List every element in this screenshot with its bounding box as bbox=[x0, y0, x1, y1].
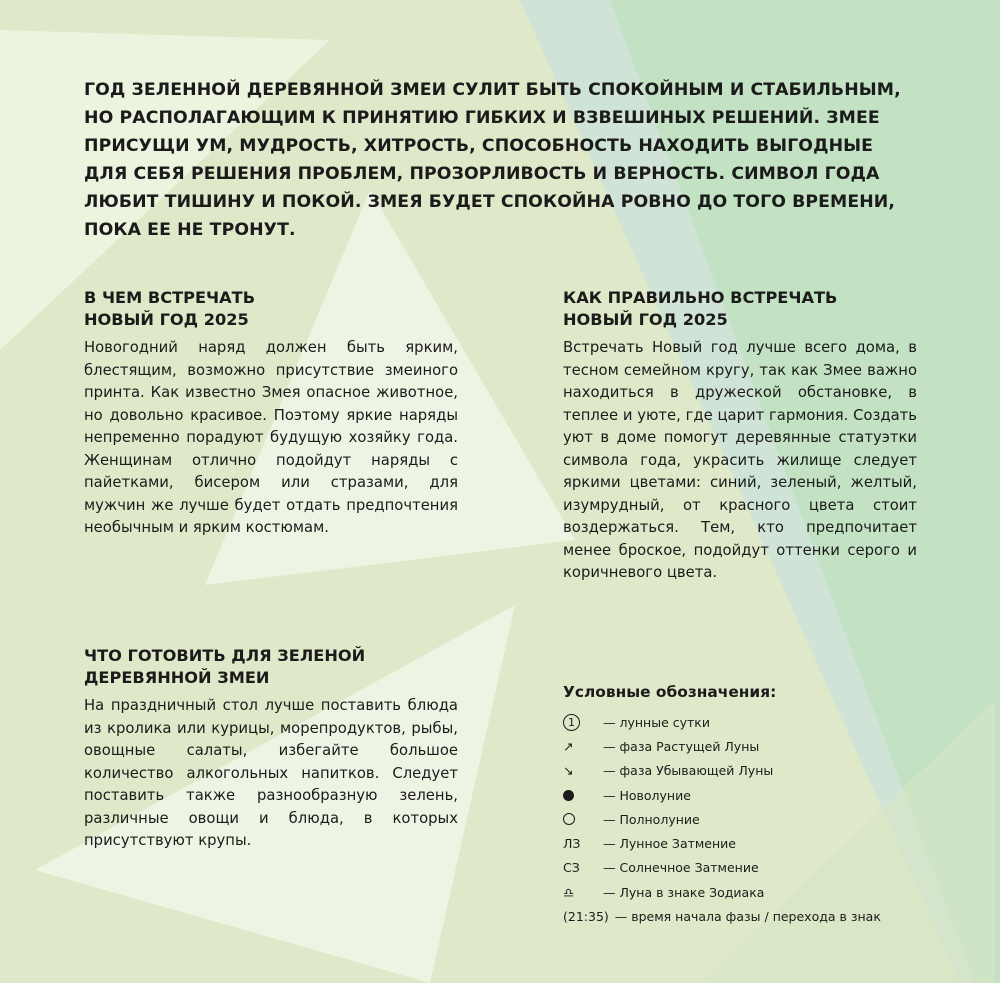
section-body: Новогодний наряд должен быть ярким, блестящим, возможно присутствие змеиного принта. Как известно Змея опасное животное, но довольно красивое. Поэтому яркие наряды непременно порадуют будущую хозяйку года. Женщинам отлично подойдут наряды с пайетками, бисером или стразами, для мужчин же лучше будет отдать предпочтения необычным и ярким костюмам. bbox=[84, 339, 458, 536]
circled-number-icon: 1 bbox=[563, 714, 580, 731]
legend-item-waning-moon bbox=[563, 759, 943, 783]
solar-eclipse-abbr: СЗ bbox=[563, 860, 580, 876]
legend-item-new-moon bbox=[563, 783, 943, 807]
legend-item-lunar-eclipse bbox=[563, 831, 943, 855]
legend-list bbox=[563, 710, 943, 929]
section-where-to-celebrate bbox=[84, 287, 458, 540]
legend-item-text: — Лунное Затмение bbox=[603, 836, 736, 852]
section-title bbox=[84, 287, 458, 331]
section-title-line: В ЧЕМ ВСТРЕЧАТЬ bbox=[84, 288, 256, 307]
intro-paragraph: ГОД ЗЕЛЕННОЙ ДЕРЕВЯННОЙ ЗМЕИ СУЛИТ БЫТЬ СПОКОЙНЫМ И СТАБИЛЬНЫМ, НО РАСПОЛАГАЮЩИМ К ПРИНЯТИЮ ГИБКИХ И ВЗВЕШИНЫХ РЕШЕНИЙ. ЗМЕЕ ПРИСУЩИ УМ, МУДРОСТЬ, ХИТРОСТЬ, СПОСОБНОСТЬ НАХОДИТЬ ВЫГОДНЫЕ ДЛЯ СЕБЯ РЕШЕНИЯ ПРОБЛЕМ, ПРОЗОРЛИВОСТЬ И ВЕРНОСТЬ. СИМВОЛ ГОДА ЛЮБИТ ТИШИНУ И ПОКОЙ. ЗМЕЯ БУДЕТ СПОКОЙНА РОВНО ДО ТОГО ВРЕМЕНИ, ПОКА ЕЕ НЕ ТРОНУТ. bbox=[84, 80, 901, 240]
section-title-line: НОВЫЙ ГОД 2025 bbox=[563, 310, 728, 329]
legend-item-text: — Полнолуние bbox=[603, 811, 700, 827]
section-title bbox=[84, 645, 458, 689]
legend-item-solar-eclipse bbox=[563, 856, 943, 880]
lunar-eclipse-abbr: ЛЗ bbox=[563, 836, 581, 852]
section-how-to-celebrate bbox=[563, 287, 917, 585]
legend-item-text: — Новолуние bbox=[603, 787, 691, 803]
libra-icon: ♎ bbox=[563, 884, 575, 900]
section-what-to-cook bbox=[84, 645, 458, 853]
legend-item-zodiac bbox=[563, 880, 943, 904]
legend-item-text: — фаза Растущей Луны bbox=[603, 738, 760, 754]
legend-item-text: — Луна в знаке Зодиака bbox=[603, 884, 765, 900]
legend-item-text: — Солнечное Затмение bbox=[603, 860, 759, 876]
section-body: Встречать Новый год лучше всего дома, в тесном семейном кругу, так как Змее важно находиться в дружеской обстановке, в теплее и уюте, где царит гармония. Создать уют в доме помогут деревянные статуэтки символа года, украсить жилище следует яркими цветами: синий, зеленый, желтый, изумрудный, от красного цвета стоит воздержаться. Тем, кто предпочитает менее броское, подойдут оттенки серого и коричневого цвета. bbox=[563, 339, 917, 581]
legend-item-text: — фаза Убывающей Луны bbox=[603, 763, 774, 779]
legend-item-waxing-moon bbox=[563, 734, 943, 758]
arrow-up-right-icon: ↗ bbox=[563, 738, 574, 754]
legend-item-phase-time bbox=[563, 904, 943, 928]
full-moon-icon bbox=[563, 813, 575, 825]
section-title-line: КАК ПРАВИЛЬНО ВСТРЕЧАТЬ bbox=[563, 288, 838, 307]
legend-title: Условные обозначения: bbox=[563, 683, 777, 701]
section-title-line: ЧТО ГОТОВИТЬ ДЛЯ ЗЕЛЕНОЙ bbox=[84, 646, 366, 665]
section-title-line: ДЕРЕВЯННОЙ ЗМЕИ bbox=[84, 668, 270, 687]
section-title bbox=[563, 287, 917, 331]
legend-item-text: — лунные сутки bbox=[603, 714, 710, 730]
time-example: (21:35) bbox=[563, 909, 609, 925]
new-moon-icon bbox=[563, 790, 574, 801]
legend-item-full-moon bbox=[563, 807, 943, 831]
arrow-down-right-icon: ↘ bbox=[563, 763, 574, 779]
section-body: На праздничный стол лучше поставить блюда из кролика или курицы, морепродуктов, рыбы, овощные салаты, избегайте большое количество алкогольных напитков. Следует поставить также разнообразную зелень, различные овощи и блюда, в которых присутствуют крупы. bbox=[84, 697, 458, 849]
legend bbox=[563, 682, 943, 929]
legend-item-text: — время начала фазы / перехода в знак bbox=[614, 909, 881, 925]
section-title-line: НОВЫЙ ГОД 2025 bbox=[84, 310, 249, 329]
legend-item-lunar-day bbox=[563, 710, 943, 734]
